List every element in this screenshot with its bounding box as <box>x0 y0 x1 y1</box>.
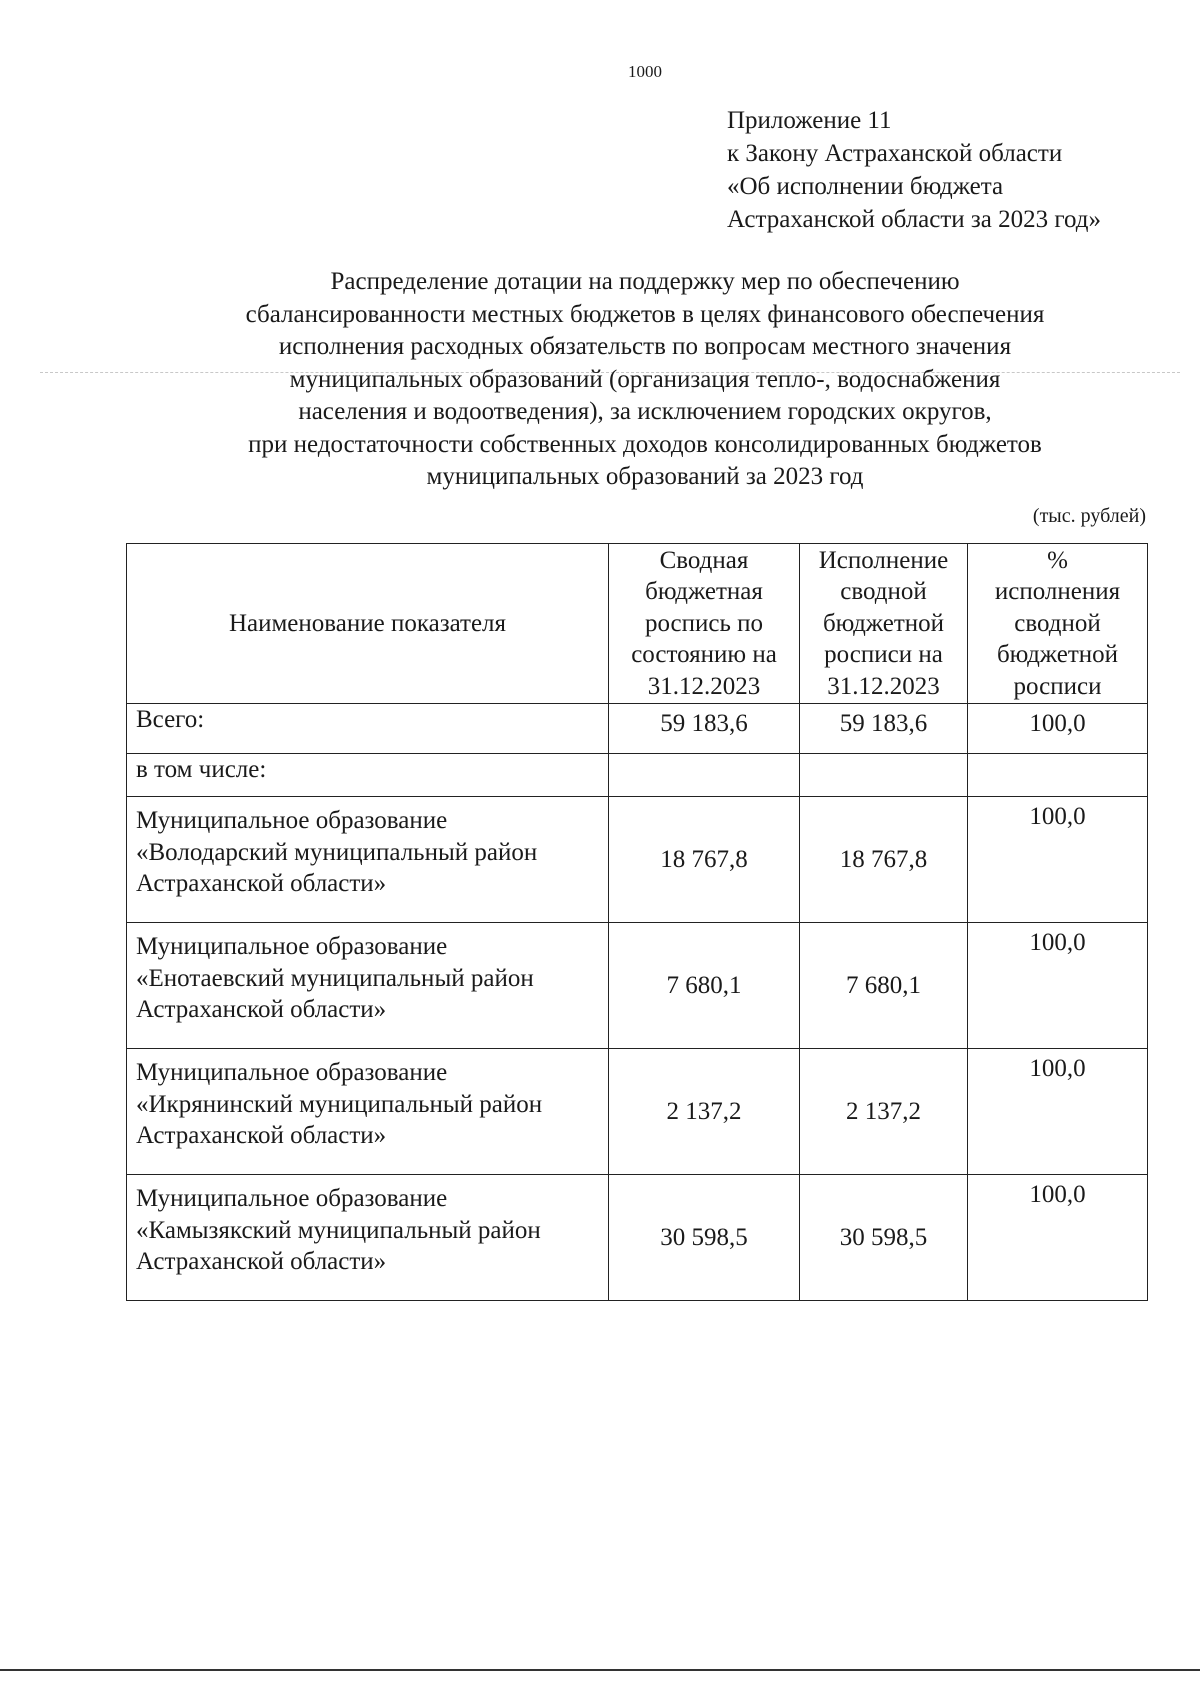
table-row <box>127 797 1148 923</box>
cell-planned: 7 680,1 <box>609 923 800 1049</box>
table-row <box>127 923 1148 1049</box>
header-line: сводной <box>840 578 927 606</box>
header-line: 31.12.2023 <box>827 672 940 700</box>
table-row-including <box>127 754 1148 797</box>
page-bottom-rule <box>0 1669 1200 1671</box>
cell-executed: 2 137,2 <box>800 1049 968 1175</box>
units-label: (тыс. рублей) <box>1032 505 1146 527</box>
name-line: Астраханской области» <box>136 870 387 897</box>
cell-name: Всего: <box>127 704 609 754</box>
budget-table <box>126 543 1148 1301</box>
cell-empty <box>800 754 968 797</box>
cell-planned: 59 183,6 <box>609 704 800 754</box>
header-line: состоянию на <box>631 641 777 669</box>
cell-name <box>127 1175 609 1301</box>
table-row <box>127 1175 1148 1301</box>
title-line: муниципальных образований (организация тепло-, водоснабжения <box>289 365 1001 393</box>
appendix-reference <box>727 104 1101 236</box>
name-line: «Енотаевский муниципальный район <box>136 964 534 992</box>
header-line: росписи на <box>824 641 943 669</box>
header-line: бюджетной <box>822 609 945 637</box>
cell-name: в том числе: <box>127 754 609 797</box>
title-line: муниципальных образований за 2023 год <box>426 463 864 490</box>
header-planned <box>609 544 800 704</box>
header-line: сводной <box>1014 609 1101 637</box>
header-line: росписи <box>1013 672 1102 700</box>
header-line: % <box>1047 546 1068 574</box>
cell-percent: 100,0 <box>968 797 1148 923</box>
cell-percent: 100,0 <box>968 1049 1148 1175</box>
name-line: Астраханской области» <box>136 1122 387 1149</box>
title-line: при недостаточности собственных доходов консолидированных бюджетов <box>248 430 1042 458</box>
cell-executed: 59 183,6 <box>800 704 968 754</box>
name-line: «Камызякский муниципальный район <box>136 1216 541 1244</box>
document-title <box>130 266 1160 494</box>
name-line: Муниципальное образование <box>136 807 448 834</box>
cell-percent: 100,0 <box>968 923 1148 1049</box>
table-row-total <box>127 704 1148 754</box>
header-line: исполнения <box>994 578 1121 606</box>
name-line: Муниципальное образование <box>136 1059 448 1086</box>
cell-executed: 30 598,5 <box>800 1175 968 1301</box>
cell-executed: 7 680,1 <box>800 923 968 1049</box>
name-line: Астраханской области» <box>136 1248 387 1275</box>
name-line: Муниципальное образование <box>136 933 448 960</box>
cell-name <box>127 923 609 1049</box>
title-line: населения и водоотведения), за исключением городских округов, <box>298 398 992 425</box>
cell-percent: 100,0 <box>968 1175 1148 1301</box>
page-number: 1000 <box>628 62 662 81</box>
header-line: Сводная <box>659 546 749 574</box>
table-row <box>127 1049 1148 1175</box>
header-executed <box>800 544 968 704</box>
appendix-line: к Закону Астраханской области <box>727 140 1063 167</box>
header-line: Наименование показателя <box>228 609 507 637</box>
name-line: «Володарский муниципальный район <box>136 838 538 866</box>
table-header-row <box>127 544 1148 704</box>
header-percent <box>968 544 1148 704</box>
cell-empty <box>968 754 1148 797</box>
header-line: 31.12.2023 <box>647 672 761 700</box>
title-line: сбалансированности местных бюджетов в целях финансового обеспечения <box>245 300 1045 328</box>
cell-planned: 2 137,2 <box>609 1049 800 1175</box>
header-line: Исполнение <box>818 546 949 574</box>
title-line: исполнения расходных обязательств по вопросам местного значения <box>278 333 1012 360</box>
cell-name <box>127 797 609 923</box>
cell-name <box>127 1049 609 1175</box>
name-line: Муниципальное образование <box>136 1185 448 1212</box>
header-line: бюджетной <box>996 641 1119 669</box>
name-line: «Икрянинский муниципальный район <box>136 1090 543 1118</box>
appendix-line: Приложение 11 <box>727 107 892 134</box>
cell-empty <box>609 754 800 797</box>
cell-planned: 18 767,8 <box>609 797 800 923</box>
appendix-line: «Об исполнении бюджета <box>727 173 1004 200</box>
cell-percent: 100,0 <box>968 704 1148 754</box>
header-line: бюджетная <box>645 578 763 606</box>
header-indicator-name <box>127 544 609 704</box>
appendix-line: Астраханской области за 2023 год» <box>727 206 1102 233</box>
header-line: роспись по <box>644 609 764 637</box>
cell-executed: 18 767,8 <box>800 797 968 923</box>
cell-planned: 30 598,5 <box>609 1175 800 1301</box>
title-line: Распределение дотации на поддержку мер по обеспечению <box>330 268 960 295</box>
name-line: Астраханской области» <box>136 996 387 1023</box>
